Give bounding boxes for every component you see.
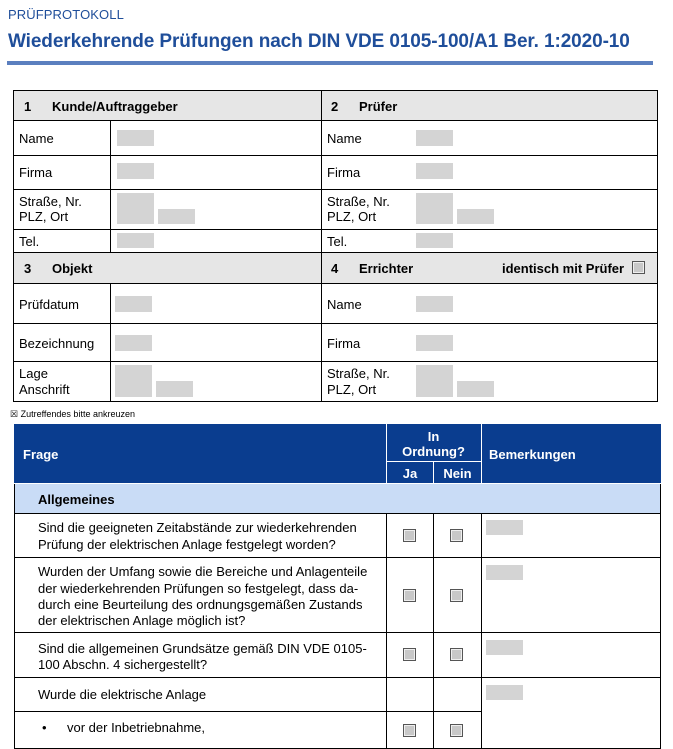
s1-strasse-field[interactable] (117, 193, 154, 224)
s3-bezeichnung-label: Bezeichnung (19, 336, 95, 351)
section-1-number: 1 (24, 99, 32, 114)
s4-name-label: Name (327, 297, 362, 312)
divider (14, 513, 15, 749)
question-1-bemerkung-field[interactable] (486, 520, 523, 535)
s4-plz-field[interactable] (457, 381, 494, 397)
s3-anschrift-label: Anschrift (19, 382, 70, 397)
s3-pruefdatum-field[interactable] (115, 296, 152, 312)
question-5-line-1: vor der Inbetriebnahme, (67, 720, 206, 735)
s4-strasse-label: Straße, Nr. (327, 366, 390, 381)
header-divider (481, 424, 482, 483)
s4-firma-label: Firma (327, 336, 361, 351)
s4-plz-label: PLZ, Ort (327, 382, 377, 397)
section-title-allgemeines: Allgemeines (38, 492, 115, 507)
s2-name-field[interactable] (416, 130, 453, 146)
instruction-note: ☒ Zutreffendes bitte ankreuzen (10, 409, 135, 419)
s2-plz-field[interactable] (457, 209, 494, 224)
question-2-bemerkung-field[interactable] (486, 565, 523, 580)
question-4-bemerkung-field[interactable] (486, 685, 523, 700)
divider (321, 90, 322, 402)
s1-firma-label: Firma (19, 165, 53, 180)
question-5-nein-checkbox[interactable] (450, 724, 463, 737)
question-1-nein-checkbox[interactable] (450, 529, 463, 542)
question-2-line-3: durch eine Beurteilung des ordnungsgemäßen Zustands (38, 597, 363, 612)
s1-firma-field[interactable] (117, 163, 154, 179)
s3-lage-field[interactable] (115, 365, 152, 397)
section-3-number: 3 (24, 261, 32, 276)
divider (433, 513, 434, 749)
question-2-nein-checkbox[interactable] (450, 589, 463, 602)
question-1-ja-checkbox[interactable] (403, 529, 416, 542)
section-4-number: 4 (331, 261, 339, 276)
question-4-line-1: Wurde die elektrische Anlage (38, 687, 207, 702)
s1-name-label: Name (19, 131, 54, 146)
identical-with-pruefer-checkbox[interactable] (632, 261, 645, 274)
divider (14, 677, 661, 678)
s1-plz-field[interactable] (158, 209, 195, 224)
section-4-title: Errichter (359, 261, 414, 276)
s3-bezeichnung-field[interactable] (115, 335, 152, 351)
col-in-ordnung-header-line1: In (427, 429, 440, 444)
divider (110, 120, 111, 253)
question-3-ja-checkbox[interactable] (403, 648, 416, 661)
document-title: Wiederkehrende Prüfungen nach DIN VDE 0105-100/A1 Ber. 1:2020-10 (8, 31, 630, 52)
s1-plz-label: PLZ, Ort (19, 209, 69, 224)
s4-name-field[interactable] (416, 296, 453, 312)
question-2-line-1: Wurden der Umfang sowie die Bereiche und Anlagenteile (38, 564, 368, 579)
s3-lage-label: Lage (19, 366, 48, 381)
s2-tel-field[interactable] (416, 233, 453, 248)
question-2-ja-checkbox[interactable] (403, 589, 416, 602)
question-5-bullet: • (42, 720, 47, 735)
question-2-line-2: der wiederkehrenden Prüfungen so festgelegt, dass da- (38, 581, 359, 596)
question-2-line-4: der elektrischen Anlage möglich ist? (38, 613, 246, 628)
divider (14, 557, 661, 558)
question-5-ja-checkbox[interactable] (403, 724, 416, 737)
section-2-number: 2 (331, 99, 339, 114)
s1-tel-label: Tel. (19, 234, 40, 249)
col-bemerkungen-header: Bemerkungen (489, 447, 576, 462)
identical-with-pruefer-label: identisch mit Prüfer (502, 261, 625, 276)
s2-tel-label: Tel. (327, 234, 348, 249)
divider (110, 283, 111, 402)
s2-firma-field[interactable] (416, 163, 453, 179)
question-3-line-1: Sind die allgemeinen Grundsätze gemäß DIN VDE 0105- (38, 641, 367, 656)
s2-strasse-label: Straße, Nr. (327, 194, 390, 209)
divider (14, 632, 661, 633)
question-1-line-1: Sind die geeigneten Zeitabstände zur wiederkehrenden (38, 520, 357, 535)
section-2-title: Prüfer (359, 99, 398, 114)
s2-firma-label: Firma (327, 165, 361, 180)
question-1-line-2: Prüfung der elektrischen Anlage festgelegt worden? (38, 537, 336, 552)
s2-plz-label: PLZ, Ort (327, 209, 377, 224)
s2-strasse-field[interactable] (416, 193, 453, 224)
section-3-title: Objekt (52, 261, 93, 276)
section-1-title: Kunde/Auftraggeber (52, 99, 178, 114)
question-3-bemerkung-field[interactable] (486, 640, 523, 655)
s4-strasse-field[interactable] (416, 365, 453, 397)
question-3-line-2: 100 Abschn. 4 sichergestellt? (38, 657, 208, 672)
s3-anschrift-field[interactable] (156, 381, 193, 397)
col-in-ordnung-header-line2: Ordnung? (402, 444, 465, 459)
s1-tel-field[interactable] (117, 233, 154, 248)
s2-name-label: Name (327, 131, 362, 146)
s1-strasse-label: Straße, Nr. (19, 194, 82, 209)
document-kicker: PRÜFPROTOKOLL (8, 7, 124, 22)
divider (14, 513, 661, 514)
title-rule (7, 61, 653, 65)
divider (14, 711, 482, 712)
s3-pruefdatum-label: Prüfdatum (19, 297, 79, 312)
s1-name-field[interactable] (117, 130, 154, 146)
col-frage-header: Frage (23, 447, 59, 462)
col-nein-header: Nein (443, 466, 472, 481)
col-ja-header: Ja (402, 466, 418, 481)
divider (481, 513, 482, 749)
question-3-nein-checkbox[interactable] (450, 648, 463, 661)
divider (386, 513, 387, 749)
divider (660, 513, 661, 749)
s4-firma-field[interactable] (416, 335, 453, 351)
